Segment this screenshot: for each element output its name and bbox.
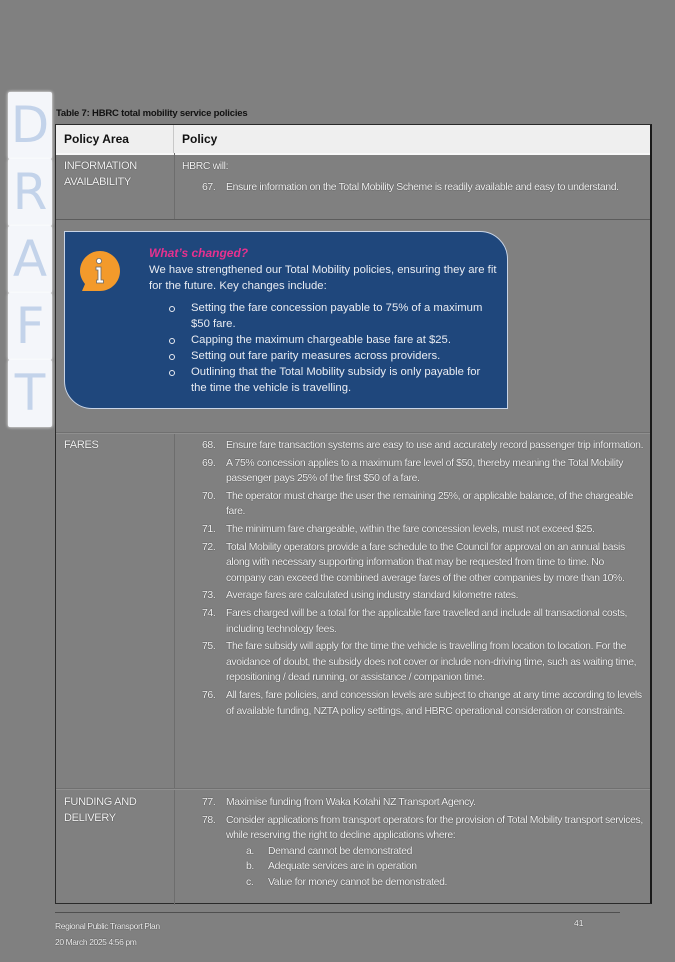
footer-info xyxy=(55,918,160,950)
policy-text: A 75% concession applies to a maximum fare level of $50, thereby meaning the Total Mobility passenger pays 25% of the first $50 of a fare. xyxy=(226,457,624,485)
callout-bullet-text: Capping the maximum chargeable base fare at $25. xyxy=(191,334,451,346)
bullet-icon xyxy=(169,338,175,344)
policy-subitem xyxy=(226,859,644,875)
policy-list xyxy=(182,438,644,719)
callout-bullet xyxy=(169,364,499,396)
policy-item xyxy=(182,639,644,686)
policy-item xyxy=(182,489,644,520)
policy-number: 67. xyxy=(202,181,216,193)
subitem-letter: a. xyxy=(246,845,254,857)
policy-cell-funding-and-delivery xyxy=(182,795,644,893)
subitem-letter: b. xyxy=(246,861,254,873)
policy-number: 74. xyxy=(202,607,216,619)
bullet-icon xyxy=(169,370,175,376)
policy-subitem xyxy=(226,875,644,891)
policy-number: 69. xyxy=(202,457,216,469)
policy-text: Ensure information on the Total Mobility Scheme is readily available and easy to understand. xyxy=(226,181,619,193)
row-divider xyxy=(56,788,650,790)
policy-item xyxy=(182,606,644,637)
column-divider xyxy=(174,433,175,905)
callout-bullet xyxy=(169,332,499,348)
footer-date: 20 March 2025 4:56 pm xyxy=(55,937,137,947)
watermark-letter: T xyxy=(8,360,52,427)
draft-watermark xyxy=(8,92,52,427)
table-caption: Table 7: HBRC total mobility service policies xyxy=(56,108,248,119)
watermark-letter: A xyxy=(8,226,52,293)
policy-sublist xyxy=(226,844,644,891)
bullet-icon xyxy=(169,354,175,360)
policy-area-funding-and-delivery: FUNDING AND DELIVERY xyxy=(64,796,137,824)
row-divider xyxy=(56,432,650,434)
policy-item xyxy=(182,540,644,587)
policy-text: The minimum fare chargeable, within the fare concession levels, must not exceed $25. xyxy=(226,523,595,535)
policy-item xyxy=(182,522,644,538)
header-policy: Policy xyxy=(182,132,218,146)
callout-intro: We have strengthened our Total Mobility policies, ensuring they are fit for the future. Key changes include: xyxy=(149,264,497,292)
subitem-text: Adequate services are in operation xyxy=(268,861,417,873)
policy-text: All fares, fare policies, and concession levels are subject to change at any time according to levels of available funding, NZTA policy settings, and HBRC operational consideration or constraints. xyxy=(226,689,642,717)
column-divider xyxy=(174,153,175,219)
policy-cell-fares xyxy=(182,438,644,721)
policy-text: The operator must charge the user the remaining 25%, or applicable balance, of the chargeable fare. xyxy=(226,490,634,518)
policy-area-fares: FARES xyxy=(64,439,99,451)
policy-lead: HBRC will: xyxy=(182,161,229,172)
policy-number: 75. xyxy=(202,641,216,653)
policy-number: 72. xyxy=(202,541,216,553)
bullet-icon xyxy=(169,306,175,312)
info-speech-bubble-icon xyxy=(78,249,122,293)
policy-number: 71. xyxy=(202,523,216,535)
callout-bullet-text: Setting the fare concession payable to 75% of a maximum $50 fare. xyxy=(191,302,483,330)
policy-item xyxy=(182,813,644,891)
policy-item xyxy=(182,438,644,454)
policy-text: Consider applications from transport operators for the provision of Total Mobility transport services, while reserving the right to decline applications where: xyxy=(226,814,643,842)
page-number: 41 xyxy=(574,918,584,928)
policy-text: Average fares are calculated using industry standard kilometre rates. xyxy=(226,590,519,602)
row-divider xyxy=(56,219,650,220)
whats-changed-callout xyxy=(64,231,508,409)
policy-number: 68. xyxy=(202,440,216,451)
callout-bullet-text: Outlining that the Total Mobility subsidy is only payable for the time the vehicle is travelling. xyxy=(191,366,481,394)
policy-subitem xyxy=(226,844,644,860)
header-policy-area: Policy Area xyxy=(56,125,174,153)
callout-bullet-list xyxy=(169,300,499,396)
policy-item xyxy=(182,180,644,196)
policy-text: Ensure fare transaction systems are easy to use and accurately record passenger trip information. xyxy=(226,440,644,451)
watermark-letter: R xyxy=(8,159,52,226)
policy-number: 76. xyxy=(202,689,216,701)
subitem-letter: c. xyxy=(246,876,254,888)
watermark-letter: F xyxy=(8,293,52,360)
subitem-text: Demand cannot be demonstrated xyxy=(268,845,413,857)
callout-bullet xyxy=(169,300,499,332)
policy-text: Fares charged will be a total for the applicable fare travelled and include all transactional costs, including technology fees. xyxy=(226,607,628,635)
policy-number: 73. xyxy=(202,590,216,602)
policy-list xyxy=(182,180,644,196)
table-header-row xyxy=(56,125,650,155)
policy-number: 70. xyxy=(202,490,216,502)
policy-area-information-availability: INFORMATION AVAILABILITY xyxy=(64,160,137,188)
policy-cell-information-availability xyxy=(182,159,644,197)
footer-document-title: Regional Public Transport Plan xyxy=(55,921,160,931)
callout-bullet xyxy=(169,348,499,364)
watermark-letter: D xyxy=(8,92,52,159)
policy-number: 77. xyxy=(202,797,216,808)
subitem-text: Value for money cannot be demonstrated. xyxy=(268,876,448,888)
policy-text: Maximise funding from Waka Kotahi NZ Transport Agency. xyxy=(226,797,476,808)
policy-item xyxy=(182,456,644,487)
policy-item xyxy=(182,588,644,604)
policy-item xyxy=(182,795,644,811)
policy-text: The fare subsidy will apply for the time the vehicle is travelling from location to location. For the avoidance of doubt, the subsidy does not cover or include non-driving time, such as waiting time, repositioning / dead running, or assistance / companion time. xyxy=(226,641,637,684)
policy-number: 78. xyxy=(202,814,216,826)
policy-item xyxy=(182,688,644,719)
callout-title: What’s changed? xyxy=(149,246,249,260)
policy-list xyxy=(182,795,644,891)
callout-bullet-text: Setting out fare parity measures across providers. xyxy=(191,350,441,362)
policy-text: Total Mobility operators provide a fare schedule to the Council for approval on an annual basis along with necessary supporting information that may be requested from time to time. No company can exceed the combined average fares of the other companies by more than 10%. xyxy=(226,541,625,584)
footer-divider xyxy=(55,912,620,913)
